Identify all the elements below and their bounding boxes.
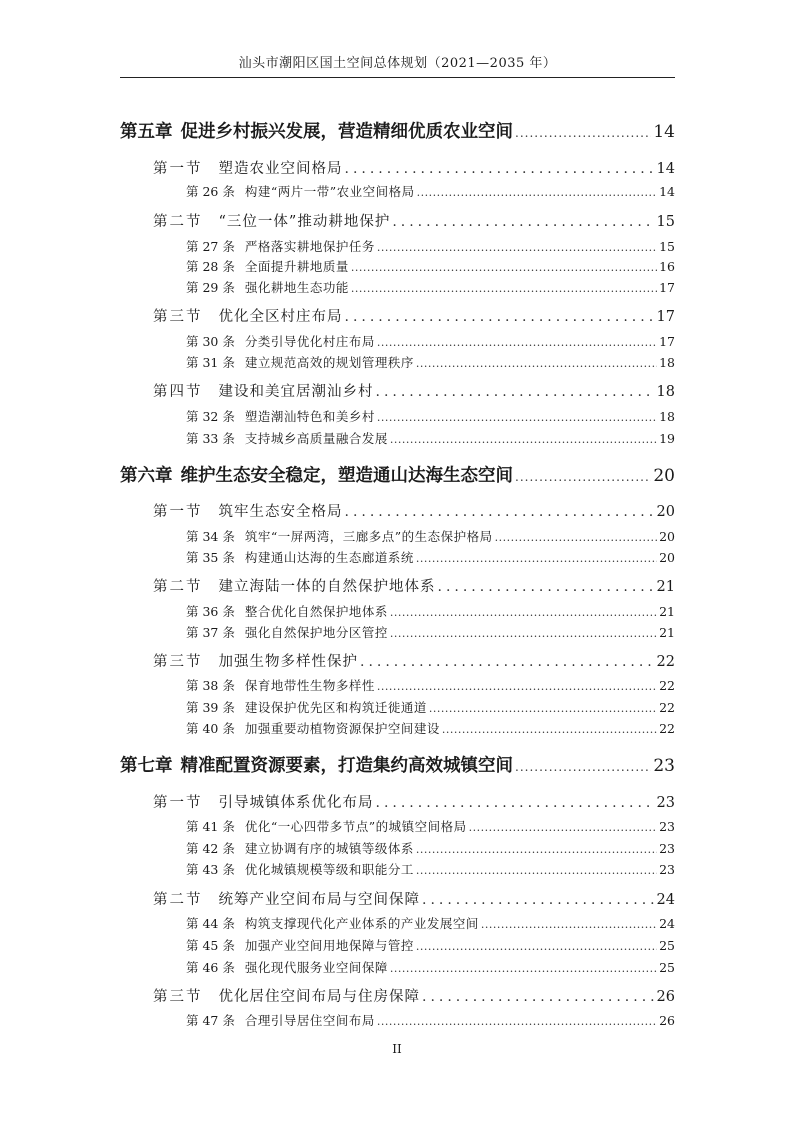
toc-page-number: 21: [659, 625, 675, 640]
toc-article-title: 强化自然保护地分区管控: [244, 625, 388, 640]
toc-article[interactable]: [186, 860, 675, 878]
toc-article[interactable]: [186, 623, 675, 641]
dot-leader: [438, 579, 655, 595]
toc-article-number: 第 45 条: [186, 938, 235, 953]
toc-article-number: 第 37 条: [186, 625, 235, 640]
toc-page-number: 26: [656, 989, 675, 1005]
toc-page-number: 21: [659, 604, 675, 619]
toc-chapter-label: [120, 462, 513, 487]
header-rule: [120, 77, 675, 78]
toc-section-title: 优化居住空间布局与住房保障: [218, 989, 420, 1005]
toc-article-title: 建立规范高效的规划管理秩序: [244, 355, 414, 370]
toc-section-number: 第三节: [153, 989, 203, 1005]
toc-section-label: [153, 210, 390, 231]
toc-article-label: [186, 958, 388, 976]
toc-article[interactable]: [186, 936, 675, 954]
dot-leader: [416, 843, 657, 856]
toc-section[interactable]: [153, 157, 675, 178]
dot-leader: [422, 989, 655, 1005]
toc-article-title: 筑牢“一屏两湾，三廊多点”的生态保护格局: [244, 529, 493, 544]
toc-section[interactable]: [153, 791, 675, 812]
toc-article-number: 第 33 条: [186, 431, 235, 446]
toc-section-label: [153, 575, 436, 596]
toc-article-title: 构建通山达海的生态廊道系统: [244, 550, 414, 565]
toc-article-number: 第 40 条: [186, 721, 235, 736]
toc-page-number: 18: [659, 409, 675, 424]
toc-article-number: 第 28 条: [186, 259, 235, 274]
toc-article-label: [186, 429, 388, 447]
toc-chapter-number: 第五章: [120, 122, 173, 142]
toc-article[interactable]: [186, 407, 675, 425]
toc-section-title: 加强生物多样性保护: [218, 654, 358, 670]
toc-article[interactable]: [186, 237, 675, 255]
toc-section[interactable]: [153, 500, 675, 521]
toc-page-number: 15: [659, 239, 675, 254]
dot-leader: [351, 282, 657, 295]
toc-article[interactable]: [186, 914, 675, 932]
running-header: 汕头市潮阳区国土空间总体规划（2021—2035 年）: [238, 56, 557, 71]
toc-page-number: 16: [659, 259, 675, 274]
toc-section-label: [153, 305, 343, 326]
toc-section[interactable]: [153, 888, 675, 909]
dot-leader: [495, 531, 657, 544]
toc-page-number: 14: [659, 184, 675, 199]
toc-page-number: 26: [659, 1013, 675, 1028]
toc-section-label: [153, 650, 358, 671]
toc-section-number: 第一节: [153, 795, 203, 811]
toc-chapter-title: 维护生态安全稳定，塑造通山达海生态空间: [180, 466, 513, 486]
toc-section-number: 第二节: [153, 892, 203, 908]
toc-page-number: 22: [659, 678, 675, 693]
toc-page-number: 17: [656, 309, 675, 325]
toc-article[interactable]: [186, 958, 675, 976]
toc-article-label: [186, 623, 388, 641]
dot-leader: [416, 552, 657, 565]
dot-leader: [390, 606, 657, 619]
toc-article-title: 建设保护优先区和构筑迁徙通道: [244, 700, 427, 715]
toc-article-number: 第 42 条: [186, 841, 235, 856]
dot-leader: [416, 357, 657, 370]
toc-chapter[interactable]: [120, 752, 675, 777]
toc-section-number: 第二节: [153, 579, 203, 595]
toc-page-number: 14: [656, 161, 675, 177]
toc-page-number: 15: [656, 214, 675, 230]
toc-article[interactable]: [186, 548, 675, 566]
toc-page-number: 20: [659, 529, 675, 544]
toc-page-number: 23: [659, 819, 675, 834]
dot-leader: [377, 411, 657, 424]
toc-chapter-label: [120, 752, 513, 777]
toc-section-label: [153, 985, 420, 1006]
toc-page-number: 20: [656, 504, 675, 520]
toc-page-number: 22: [659, 721, 675, 736]
toc-section-label: [153, 791, 374, 812]
toc-article-number: 第 30 条: [186, 334, 235, 349]
toc-article-label: [186, 839, 414, 857]
toc-article-number: 第 35 条: [186, 550, 235, 565]
toc-section[interactable]: [153, 305, 675, 326]
dot-leader: [360, 654, 655, 670]
toc-page-number: 23: [659, 862, 675, 877]
dot-leader: [376, 384, 655, 400]
toc-page-number: 22: [659, 700, 675, 715]
dot-leader: [416, 940, 657, 953]
toc-article-number: 第 26 条: [186, 184, 235, 199]
dot-leader: [417, 186, 657, 199]
toc-section-title: 优化全区村庄布局: [218, 309, 343, 325]
toc-article[interactable]: [186, 1011, 675, 1029]
toc-page-number: 23: [653, 756, 675, 776]
dot-leader: [469, 821, 657, 834]
toc-section-number: 第一节: [153, 504, 203, 520]
toc-chapter[interactable]: [120, 118, 675, 143]
toc-article-title: 强化耕地生态功能: [244, 280, 349, 295]
toc-page-number: 17: [659, 280, 675, 295]
dot-leader: [390, 962, 657, 975]
dot-leader: [345, 504, 655, 520]
toc-article-label: [186, 257, 349, 275]
toc-article-label: [186, 602, 388, 620]
toc-page-number: 25: [659, 960, 675, 975]
toc-chapter-title: 促进乡村振兴发展，营造精细优质农业空间: [180, 122, 513, 142]
toc-article-label: [186, 182, 415, 200]
toc-article[interactable]: [186, 429, 675, 447]
dot-leader: [515, 126, 651, 140]
toc-page-number: 24: [659, 916, 675, 931]
toc-article-title: 保育地带性生物多样性: [244, 678, 375, 693]
toc-section-number: 第二节: [153, 214, 203, 230]
toc-article-title: 强化现代服务业空间保障: [244, 960, 388, 975]
toc-section-title: 引导城镇体系优化布局: [218, 795, 374, 811]
dot-leader: [442, 723, 657, 736]
page-number: II: [392, 1042, 402, 1056]
toc-article-title: 优化“一心四带多节点”的城镇空间格局: [244, 819, 467, 834]
toc-article-number: 第 41 条: [186, 819, 235, 834]
toc-page-number: 25: [659, 938, 675, 953]
dot-leader: [416, 864, 657, 877]
dot-leader: [390, 627, 657, 640]
toc-article-label: [186, 353, 414, 371]
toc-article-label: [186, 237, 375, 255]
toc-section-label: [153, 888, 420, 909]
dot-leader: [422, 892, 655, 908]
toc-article[interactable]: [186, 676, 675, 694]
toc-article-title: 合理引导居住空间布局: [244, 1013, 375, 1028]
toc-article[interactable]: [186, 353, 675, 371]
dot-leader: [345, 309, 655, 325]
dot-leader: [345, 161, 655, 177]
toc-article-label: [186, 527, 493, 545]
toc-page-number: 21: [656, 579, 675, 595]
toc-article-label: [186, 332, 375, 350]
toc-chapter-label: [120, 118, 513, 143]
toc-article-title: 严格落实耕地保护任务: [244, 239, 375, 254]
toc-article-label: [186, 407, 375, 425]
toc-article-number: 第 44 条: [186, 916, 235, 931]
toc-section[interactable]: [153, 575, 675, 596]
dot-leader: [376, 795, 655, 811]
dot-leader: [481, 918, 657, 931]
toc-section-label: [153, 157, 343, 178]
dot-leader: [377, 241, 657, 254]
toc-article[interactable]: [186, 602, 675, 620]
dot-leader: [429, 702, 657, 715]
toc-article-label: [186, 278, 349, 296]
dot-leader: [515, 760, 651, 774]
toc-chapter-number: 第七章: [120, 756, 173, 776]
toc-article-label: [186, 1011, 375, 1029]
toc-article-title: 支持城乡高质量融合发展: [244, 431, 388, 446]
toc-chapter[interactable]: [120, 462, 675, 487]
toc-page-number: 23: [656, 795, 675, 811]
toc-page-number: 20: [659, 550, 675, 565]
dot-leader: [390, 433, 657, 446]
toc-article[interactable]: [186, 278, 675, 296]
toc-section-title: 筑牢生态安全格局: [218, 504, 343, 520]
dot-leader: [515, 470, 651, 484]
toc-article-title: 加强重要动植物资源保护空间建设: [244, 721, 440, 736]
toc-section[interactable]: [153, 650, 675, 671]
toc-page-number: 20: [653, 466, 675, 486]
toc-article-title: 建立协调有序的城镇等级体系: [244, 841, 414, 856]
toc-page-number: 22: [656, 654, 675, 670]
toc-article-label: [186, 698, 427, 716]
toc-article[interactable]: [186, 698, 675, 716]
toc-article[interactable]: [186, 182, 675, 200]
toc-article-number: 第 38 条: [186, 678, 235, 693]
toc-article-number: 第 31 条: [186, 355, 235, 370]
toc-article-title: 分类引导优化村庄布局: [244, 334, 375, 349]
toc-article-number: 第 34 条: [186, 529, 235, 544]
toc-article-number: 第 46 条: [186, 960, 235, 975]
toc-page-number: 17: [659, 334, 675, 349]
toc-page-number: 19: [659, 431, 675, 446]
toc-section-title: 塑造农业空间格局: [218, 161, 343, 177]
dot-leader: [377, 680, 657, 693]
toc-article[interactable]: [186, 719, 675, 737]
toc-article-label: [186, 860, 414, 878]
toc-section-title: 建设和美宜居潮汕乡村: [218, 384, 374, 400]
toc-article-label: [186, 914, 479, 932]
toc-article-number: 第 43 条: [186, 862, 235, 877]
toc-section[interactable]: [153, 985, 675, 1006]
toc-section-number: 第三节: [153, 309, 203, 325]
dot-leader: [377, 336, 657, 349]
toc-article-label: [186, 548, 414, 566]
toc-chapter-number: 第六章: [120, 466, 173, 486]
toc-article-title: 加强产业空间用地保障与管控: [244, 938, 414, 953]
toc-article-title: 构建“两片一带”农业空间格局: [244, 184, 415, 199]
toc-article-number: 第 29 条: [186, 280, 235, 295]
toc-section-title: 建立海陆一体的自然保护地体系: [218, 579, 436, 595]
dot-leader: [377, 1015, 657, 1028]
toc-article-number: 第 27 条: [186, 239, 235, 254]
toc-article-title: 全面提升耕地质量: [244, 259, 349, 274]
dot-leader: [392, 214, 654, 230]
toc-page-number: 18: [656, 384, 675, 400]
toc-page-number: 23: [659, 841, 675, 856]
toc-article-label: [186, 936, 414, 954]
toc-article-number: 第 32 条: [186, 409, 235, 424]
toc-article-label: [186, 817, 467, 835]
toc-page-number: 14: [653, 122, 675, 142]
toc-section-number: 第三节: [153, 654, 203, 670]
toc-article-title: 塑造潮汕特色和美乡村: [244, 409, 375, 424]
toc-section-title: “三位一体”推动耕地保护: [218, 214, 391, 230]
toc-article-label: [186, 719, 440, 737]
toc-article-title: 整合优化自然保护地体系: [244, 604, 388, 619]
toc-section-label: [153, 380, 374, 401]
toc-section-number: 第一节: [153, 161, 203, 177]
toc-article-number: 第 36 条: [186, 604, 235, 619]
toc-article[interactable]: [186, 817, 675, 835]
toc-article[interactable]: [186, 839, 675, 857]
toc-page-number: 24: [656, 892, 675, 908]
toc-section-title: 统筹产业空间布局与空间保障: [218, 892, 420, 908]
toc-chapter-title: 精准配置资源要素，打造集约高效城镇空间: [180, 756, 513, 776]
toc-article-number: 第 47 条: [186, 1013, 235, 1028]
toc-article[interactable]: [186, 527, 675, 545]
toc-section-label: [153, 500, 343, 521]
toc-section-number: 第四节: [153, 384, 203, 400]
toc-page-number: 18: [659, 355, 675, 370]
toc-section[interactable]: [153, 210, 675, 231]
toc-article[interactable]: [186, 257, 675, 275]
dot-leader: [351, 261, 657, 274]
toc-article-title: 优化城镇规模等级和职能分工: [244, 862, 414, 877]
toc-article[interactable]: [186, 332, 675, 350]
toc-article-number: 第 39 条: [186, 700, 235, 715]
toc-section[interactable]: [153, 380, 675, 401]
toc-article-title: 构筑支撑现代化产业体系的产业发展空间: [244, 916, 479, 931]
toc-article-label: [186, 676, 375, 694]
